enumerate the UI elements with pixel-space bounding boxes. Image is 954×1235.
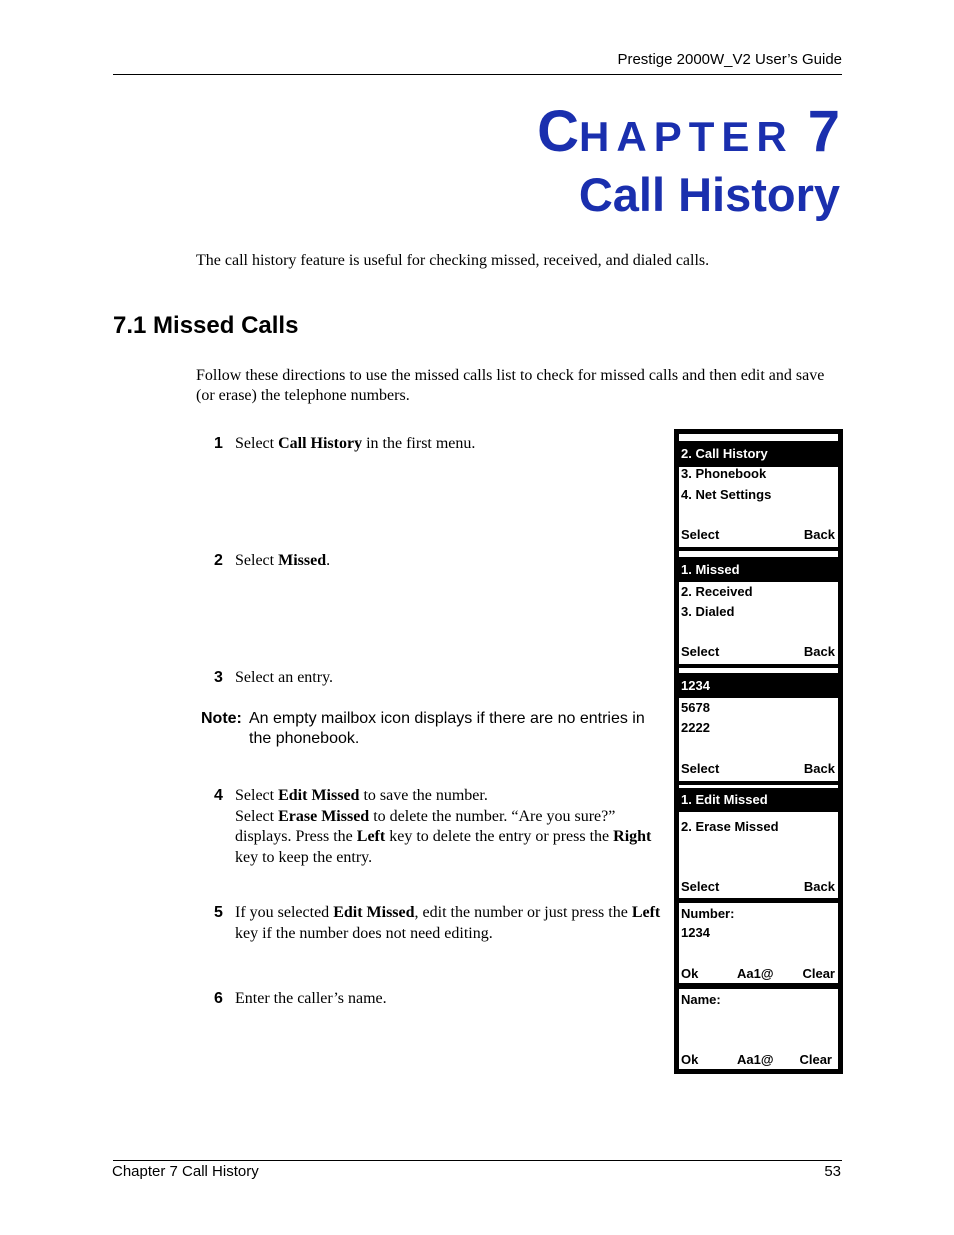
step-bold: Right [613,828,652,845]
lcd-screen-entries [679,668,838,781]
lcd-line: 1234 [681,925,710,940]
lcd-softkey-left: Select [681,527,720,542]
step-text: in the first menu. [362,435,476,452]
lcd-line: 3. Dialed [681,604,735,619]
page-number: 53 [824,1163,841,1180]
lcd-softkey-right: Back [803,879,835,894]
lcd-line: 2. Erase Missed [681,819,779,834]
step-text: . [326,552,331,569]
lcd-softkey-left: Ok [681,1052,699,1067]
lcd-screen-edit-missed [679,785,838,898]
step-text: key to delete the entry or press the [385,828,614,845]
chapter-initial: C [537,99,580,164]
step-number: 4 [214,787,223,804]
lcd-highlight-row: 1. Edit Missed [679,788,838,812]
lcd-softkey-left: Select [681,879,720,894]
lcd-screen-call-history [679,434,838,547]
step-bold: Call History [278,435,363,452]
lcd-line: 2222 [681,720,710,735]
lcd-softkey-right: Clear [802,966,835,981]
lcd-line: 2. Received [681,584,753,599]
lcd-softkey-middle: Aa1@ [737,1052,774,1067]
lcd-highlight-row: 1234 [679,673,838,698]
step-text: Select [235,435,279,452]
lcd-softkey-left: Select [681,644,720,659]
lcd-line: Number: [681,906,735,921]
footer-rule [113,1160,842,1161]
footer-chapter: Chapter 7 Call History [112,1163,259,1180]
lcd-softkey-left: Ok [681,966,699,981]
lcd-line: Name: [681,992,721,1007]
step-3 [214,668,664,689]
step-bold: Edit Missed [333,904,415,921]
lcd-screen-number [679,903,838,983]
step-2 [214,551,664,572]
lcd-softkey-middle: Aa1@ [737,966,774,981]
step-number: 1 [214,435,223,452]
step-bold: Erase Missed [278,807,370,825]
step-bold: Left [356,828,386,845]
chapter-number: 7 [807,99,840,164]
lcd-softkey-right: Back [803,644,835,659]
phone-screens-panel [674,429,843,1074]
note-text: An empty mailbox icon displays if there are no entries in the phonebook. [249,710,645,747]
chapter-word: HAPTER [579,113,794,160]
step-text: to delete the number. “Are you sure?” displays. Press the [235,807,616,845]
section-paragraph: Follow these directions to use the missed calls list to check for missed calls and then edit and save (or erase) the telephone numbers. [196,367,825,404]
chapter-title: Call History [578,168,840,221]
step-4 [214,786,664,868]
note [201,709,671,749]
lcd-highlight-row: 2. Call History [679,441,838,467]
step-text: key to keep the entry. [235,848,373,866]
section-heading: 7.1 Missed Calls [113,312,299,339]
lcd-line: 4. Net Settings [681,487,772,502]
step-text: Select [235,787,279,804]
intro-text: The call history feature is useful for checking missed, received, and dialed calls. [196,252,710,269]
lcd-softkey-left: Select [681,761,720,776]
step-text: If you selected [235,904,334,921]
lcd-line: 3. Phonebook [681,466,767,481]
step-bold: Left [631,904,661,921]
step-bold: Edit Missed [278,787,360,804]
step-bold: Missed [278,552,327,569]
lcd-softkey-right: Back [803,761,835,776]
step-number: 5 [214,904,223,921]
step-number: 3 [214,669,223,686]
step-text: Select an entry. [235,669,334,686]
lcd-softkey-right: Back [803,527,835,542]
lcd-softkey-right: Clear [799,1052,832,1067]
header-rule [113,74,842,75]
step-text: , edit the number or just press the [414,904,632,921]
step-text: Enter the caller’s name. [235,990,387,1007]
step-text: Select [235,552,279,569]
lcd-screen-missed [679,551,838,664]
note-label: Note: [201,710,242,727]
step-text: Select [235,807,279,825]
step-6 [214,989,664,1010]
step-text: to save the number. [359,787,488,804]
step-number: 6 [214,990,223,1007]
step-number: 2 [214,552,223,569]
lcd-screen-name [679,989,838,1069]
chapter-label [537,98,840,165]
step-5 [214,903,664,944]
step-1 [214,434,664,455]
step-text: key if the number does not need editing. [235,924,493,942]
lcd-highlight-row: 1. Missed [679,557,838,582]
guide-title: Prestige 2000W_V2 User’s Guide [617,51,842,68]
lcd-line: 5678 [681,700,710,715]
